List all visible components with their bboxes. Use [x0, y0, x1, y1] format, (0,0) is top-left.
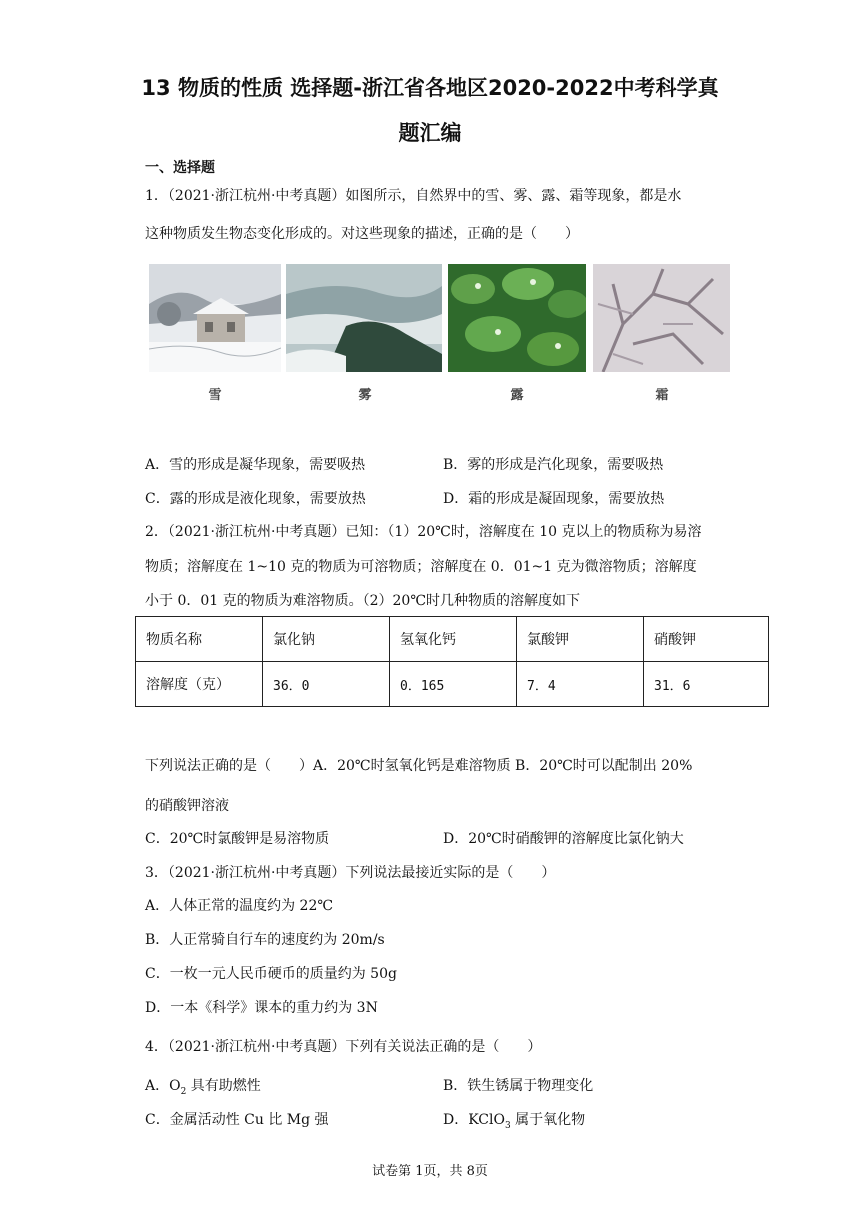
q2-stem-line-2: 物质；溶解度在 1~10 克的物质为可溶物质；溶解度在 0．01~1 克为微溶物质；溶解度 — [145, 559, 697, 575]
q2-option-d: D．20℃时硝酸钾的溶解度比氯化钠大 — [443, 831, 684, 847]
solubility-table — [135, 616, 769, 707]
q4-option-a-rest: 具有助燃性 — [186, 1078, 261, 1094]
q1-stem-line-1: 1．（2021·浙江杭州·中考真题）如图所示，自然界中的雪、雾、露、霜等现象，都是水 — [145, 188, 682, 204]
table-cell: 氢氧化钙 — [390, 617, 517, 662]
q2-question-line-2: 的硝酸钾溶液 — [145, 798, 229, 814]
table-cell: 36．0 — [263, 662, 390, 707]
q3-option-c: C．一枚一元人民币硬币的质量约为 50g — [145, 966, 397, 982]
q4-option-c: C．金属活动性 Cu 比 Mg 强 — [145, 1112, 329, 1128]
q4-option-d — [443, 1110, 585, 1136]
q1-option-d: D．霜的形成是凝固现象，需要放热 — [443, 491, 665, 507]
q4-option-a-text: A．O — [145, 1078, 181, 1094]
q3-option-a: A．人体正常的温度约为 22℃ — [145, 898, 334, 914]
dew-caption: 露 — [510, 388, 524, 403]
q2-stem-line-3: 小于 0．01 克的物质为难溶物质。（2）20℃时几种物质的溶解度如下 — [145, 593, 581, 609]
q4-option-a — [145, 1076, 261, 1102]
q4-stem: 4．（2021·浙江杭州·中考真题）下列有关说法正确的是（ ） — [145, 1039, 542, 1055]
page-title-line-1: 13 物质的性质 选择题-浙江省各地区2020-2022中考科学真 — [141, 76, 719, 100]
table-cell: 氯酸钾 — [517, 617, 644, 662]
q4-option-d-rest: 属于氧化物 — [510, 1112, 586, 1128]
page-footer: 试卷第 1页，共 8页 — [372, 1164, 488, 1179]
q1-option-c: C．露的形成是液化现象，需要放热 — [145, 491, 366, 507]
snow-photo — [149, 264, 281, 372]
q1-option-a: A．雪的形成是凝华现象，需要吸热 — [145, 457, 366, 473]
table-cell: 溶解度（克） — [136, 662, 263, 707]
q2-option-c: C．20℃时氯酸钾是易溶物质 — [145, 831, 330, 847]
table-cell: 氯化钠 — [263, 617, 390, 662]
snow-caption: 雪 — [208, 388, 222, 403]
dew-photo — [448, 264, 586, 372]
table-row — [136, 662, 769, 707]
section-heading: 一、选择题 — [145, 160, 215, 176]
q4-option-a-subscript: 2 — [180, 1086, 187, 1097]
q1-photo-strip — [149, 264, 730, 374]
fog-photo — [286, 264, 442, 372]
table-cell: 物质名称 — [136, 617, 263, 662]
table-cell: 硝酸钾 — [644, 617, 769, 662]
frost-caption: 霜 — [655, 388, 669, 403]
q2-question-line-1: 下列说法正确的是（ ）A．20℃时氢氧化钙是难溶物质 B．20℃时可以配制出 20% — [145, 758, 693, 774]
q4-option-b: B．铁生锈属于物理变化 — [443, 1078, 594, 1094]
q1-stem-line-2: 这种物质发生物态变化形成的。对这些现象的描述，正确的是（ ） — [145, 226, 579, 242]
q4-option-d-subscript: 3 — [504, 1120, 511, 1131]
table-cell: 7．4 — [517, 662, 644, 707]
q3-option-d: D．一本《科学》课本的重力约为 3N — [145, 1000, 378, 1016]
q3-stem: 3．（2021·浙江杭州·中考真题）下列说法最接近实际的是（ ） — [145, 865, 556, 881]
q3-option-b: B．人正常骑自行车的速度约为 20m/s — [145, 932, 385, 948]
table-cell: 31．6 — [644, 662, 769, 707]
fog-caption: 雾 — [358, 388, 372, 403]
q1-option-b: B．雾的形成是汽化现象，需要吸热 — [443, 457, 664, 473]
q2-stem-line-1: 2．（2021·浙江杭州·中考真题）已知：（1）20℃时，溶解度在 10 克以上的物质称为易溶 — [145, 524, 702, 540]
page-title-line-2: 题汇编 — [398, 121, 462, 145]
frost-photo — [593, 264, 730, 372]
table-cell: 0．165 — [390, 662, 517, 707]
q4-option-d-text: D．KClO — [443, 1112, 505, 1128]
table-header-row — [136, 617, 769, 662]
